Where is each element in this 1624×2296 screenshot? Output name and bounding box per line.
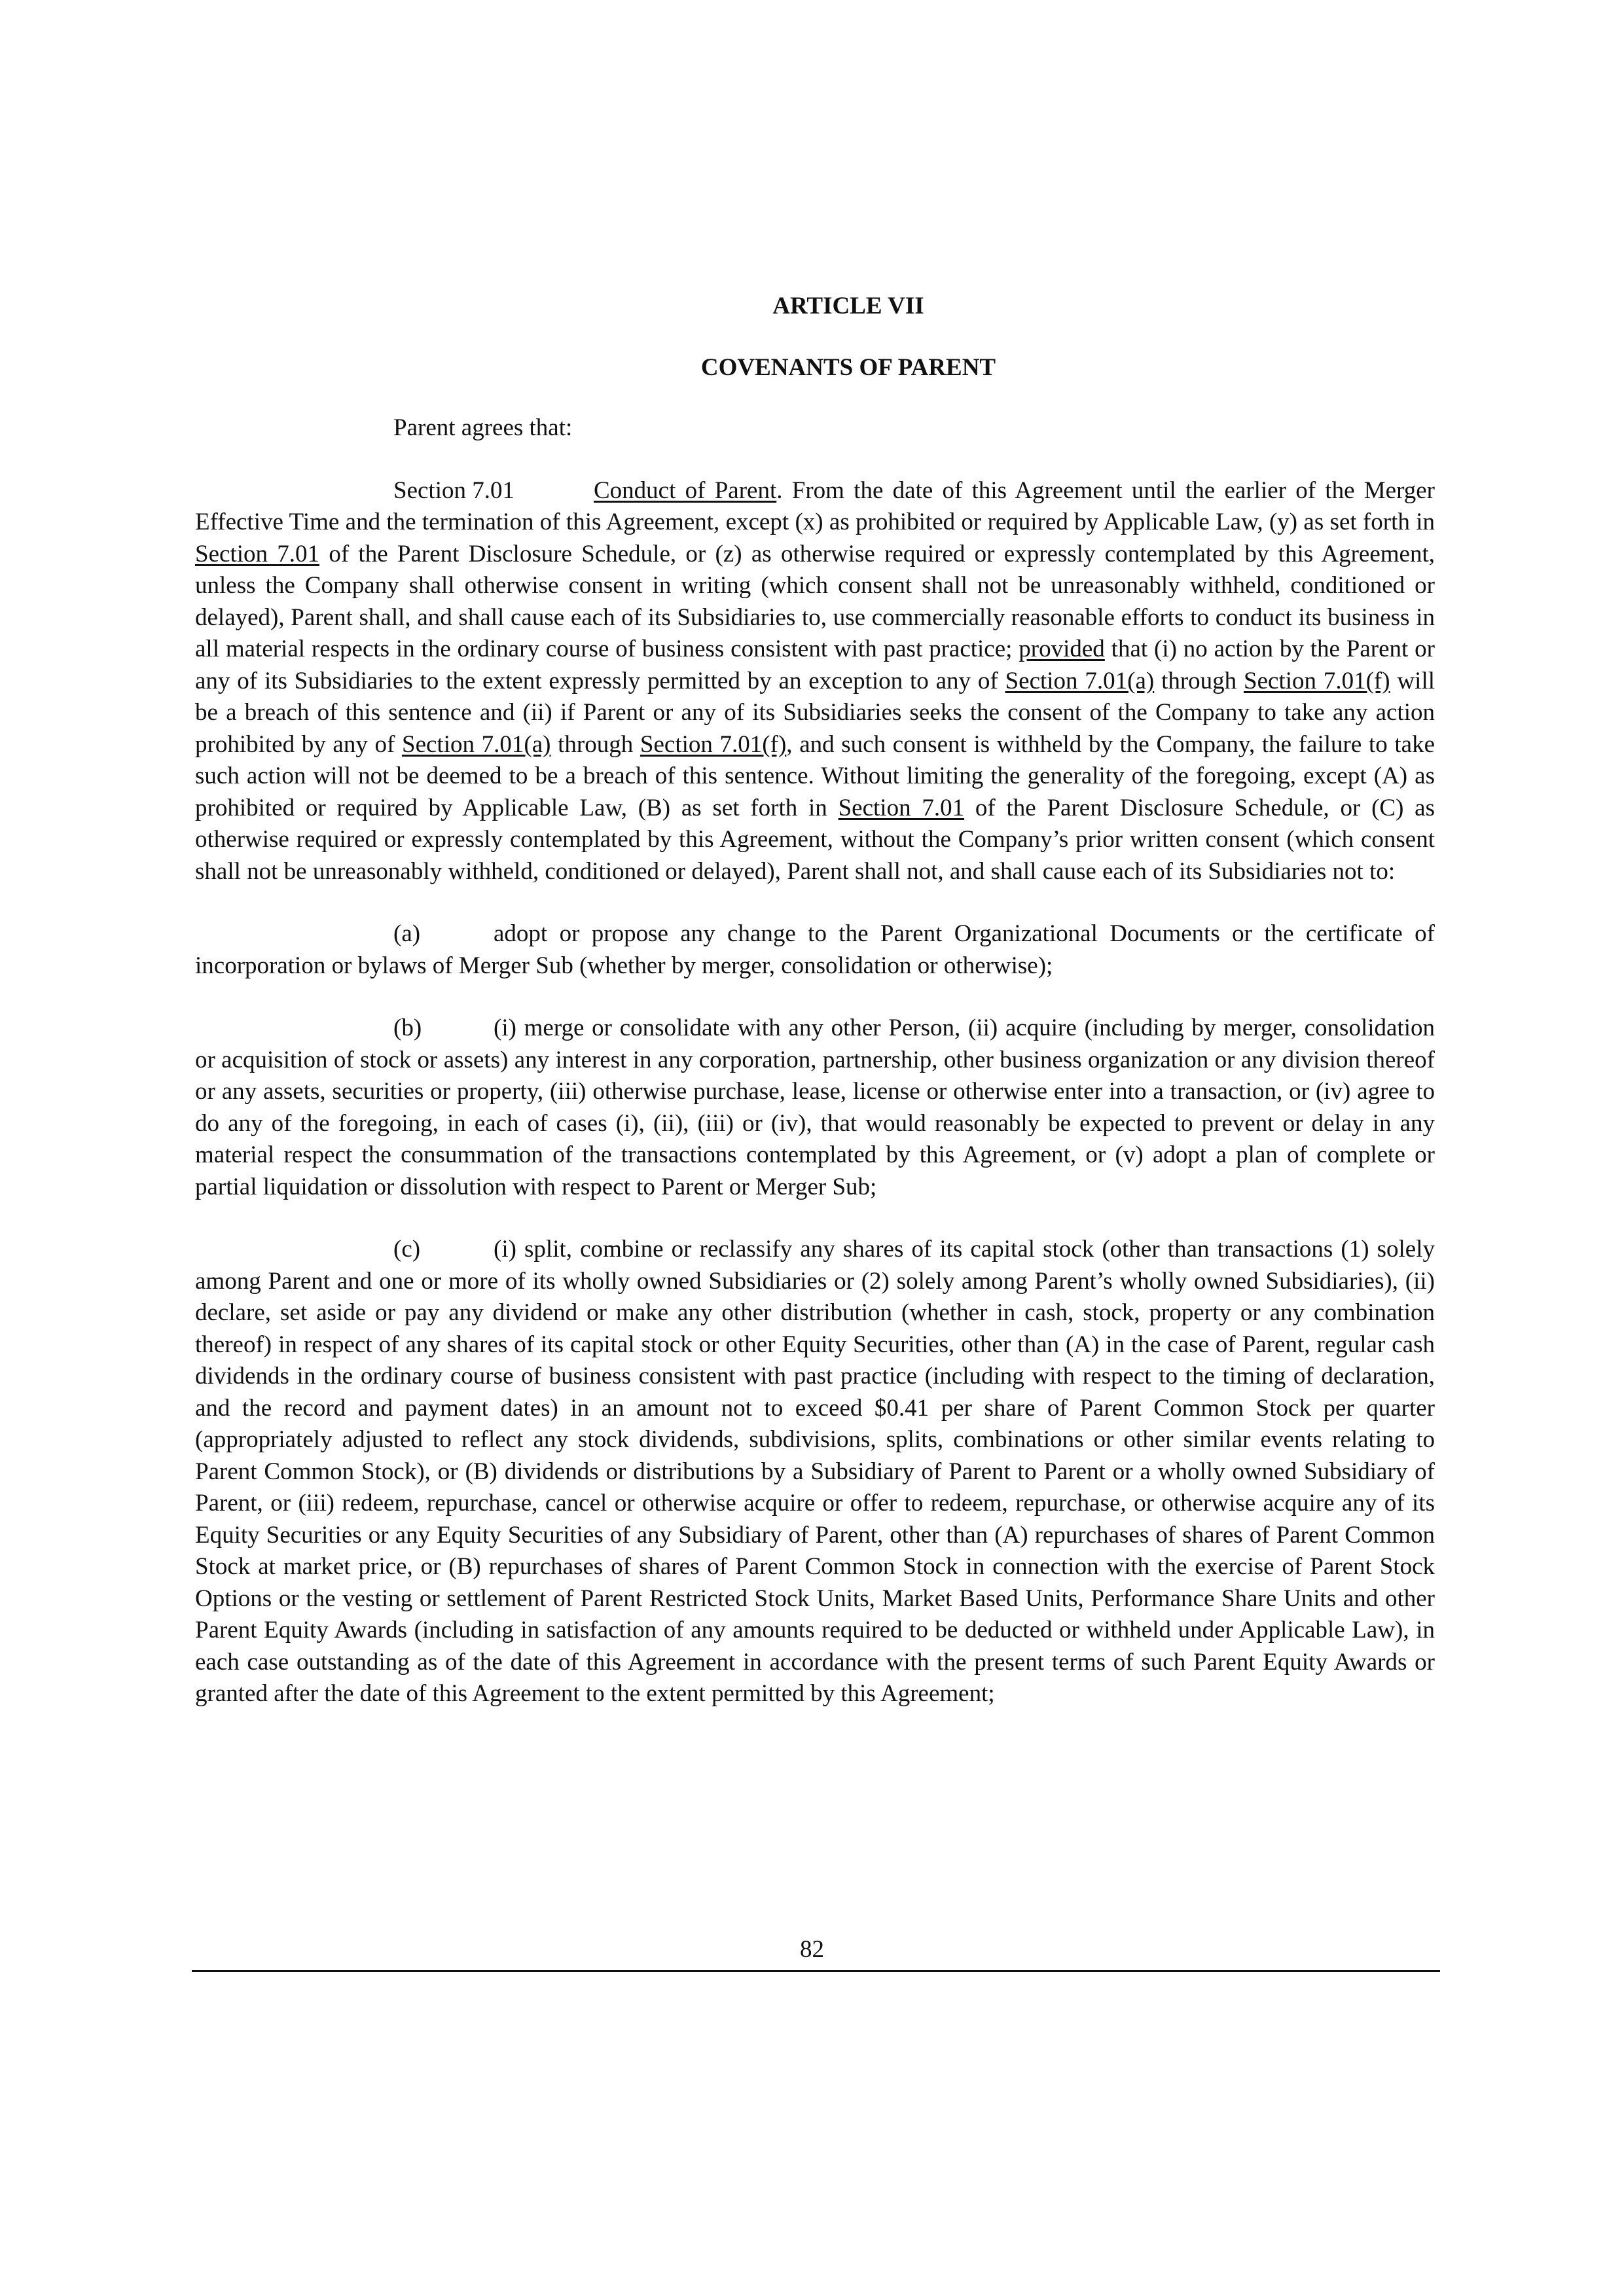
provided-term: provided	[1019, 636, 1105, 662]
document-body	[195, 278, 1435, 1710]
item-label: (c)	[393, 1236, 421, 1263]
section-reference: Section 7.01	[195, 540, 320, 567]
section-text-1: . From the date of this Agreement until the earlier of the Merger Effective Time and the termination of this Agreement, except (x) as prohibited or required by Applicable Law, (y) as set forth in	[195, 476, 1435, 535]
item-text: adopt or propose any change to the Parent Organizational Documents or the certificate of incorporation or bylaws of Merger Sub (whether by merger, consolidation or otherwise);	[195, 920, 1435, 979]
item-label: (a)	[393, 920, 421, 947]
list-item	[195, 1234, 1435, 1710]
section-reference: Section 7.01(a)	[1005, 667, 1155, 694]
section-reference: Section 7.01(a)	[402, 730, 551, 758]
item-label: (b)	[393, 1014, 422, 1041]
section-text-4: through	[1154, 667, 1244, 694]
footer-rule	[192, 1970, 1440, 1972]
section-heading: Conduct of Parent	[594, 476, 777, 504]
item-text: (i) split, combine or reclassify any shares of its capital stock (other than transactions (1) solely among Parent and one or more of its wholly owned Subsidiaries or (2) solely among Parent’s wholly owned Subsidiaries), (ii) declare, set aside or pay any dividend or make any other distribution (whether in cash, stock, property or any combination thereof) in respect of any shares of its capital stock or other Equity Securities, other than (A) in the case of Parent, regular cash dividends in the ordinary course of business consistent with past practice (including with respect to the timing of declaration, and the record and payment dates) in an amount not to exceed $0.41 per share of Parent Common Stock per quarter (appropriately adjusted to reflect any stock dividends, subdivisions, splits, combinations or other similar events relating to Parent Common Stock), or (B) dividends or distributions by a Subsidiary of Parent to Parent or a wholly owned Subsidiary of Parent, or (iii) redeem, repurchase, cancel or otherwise acquire or offer to redeem, repurchase, or otherwise acquire any of its Equity Securities or any Equity Securities of any Subsidiary of Parent, other than (A) repurchases of shares of Parent Common Stock at market price, or (B) repurchases of shares of Parent Common Stock in connection with the exercise of Parent Stock Options or the vesting or settlement of Parent Restricted Stock Units, Market Based Units, Performance Share Units and other Parent Equity Awards (including in satisfaction of any amounts required to be deducted or withheld under Applicable Law), in each case outstanding as of the date of this Agreement in accordance with the present terms of such Parent Equity Awards or granted after the date of this Agreement to the extent permitted by this Agreement;	[195, 1236, 1435, 1707]
section-text-5: will be a breach of this sentence and (ii) if Parent or any of its Subsidiaries seeks the consent of the Company to take any action prohibited by any of	[195, 667, 1435, 758]
section-number: Section 7.01	[393, 476, 514, 504]
section-text-2: of the Parent Disclosure Schedule, or (z) as otherwise required or expressly contemplated by this Agreement, unless the Company shall otherwise consent in writing (which consent shall not be unreasonably withheld, conditioned or delayed), Parent shall, and shall cause each of its Subsidiaries to, use commercially reasonable efforts to conduct its business in all material respects in the ordinary course of business consistent with past practice;	[195, 540, 1435, 662]
item-text: (i) merge or consolidate with any other Person, (ii) acquire (including by merger, consolidation or acquisition of stock or assets) any interest in any corporation, partnership, other business organization or any division thereof or any assets, securities or property, (iii) otherwise purchase, lease, license or otherwise enter into a transaction, or (iv) agree to do any of the foregoing, in each of cases (i), (ii), (iii) or (iv), that would reasonably be expected to prevent or delay in any material respect the consummation of the transactions contemplated by this Agreement, or (v) adopt a plan of complete or partial liquidation or dissolution with respect to Parent or Merger Sub;	[195, 1014, 1435, 1200]
list-item	[195, 918, 1435, 982]
intro-text: Parent agrees that:	[393, 414, 573, 441]
page-number: 82	[800, 1936, 824, 1963]
article-subtitle: COVENANTS OF PARENT	[700, 353, 996, 381]
section-reference: Section 7.01(f)	[640, 730, 787, 758]
article-title: ARTICLE VII	[772, 293, 924, 319]
section-text-7: , and such consent is withheld by the Company, the failure to take such action will not be deemed to be a breach of this sentence. Without limiting the generality of the foregoing, except (A) as prohibited or required by Applicable Law, (B) as set forth in	[195, 730, 1435, 821]
section-text-8: of the Parent Disclosure Schedule, or (C) as otherwise required or expressly contemplated by this Agreement, without the Company’s prior written consent (which consent shall not be unreasonably withheld, conditioned or delayed), Parent shall not, and shall cause each of its Subsidiaries not to:	[195, 794, 1435, 885]
section-reference: Section 7.01(f)	[1244, 667, 1390, 694]
section-7-01-paragraph	[195, 475, 1435, 888]
section-text-3: that (i) no action by the Parent or any of its Subsidiaries to the extent expressly permitted by an exception to any of	[195, 636, 1435, 694]
section-text-6: through	[550, 730, 640, 758]
section-reference: Section 7.01	[838, 794, 965, 821]
list-item	[195, 1013, 1435, 1203]
